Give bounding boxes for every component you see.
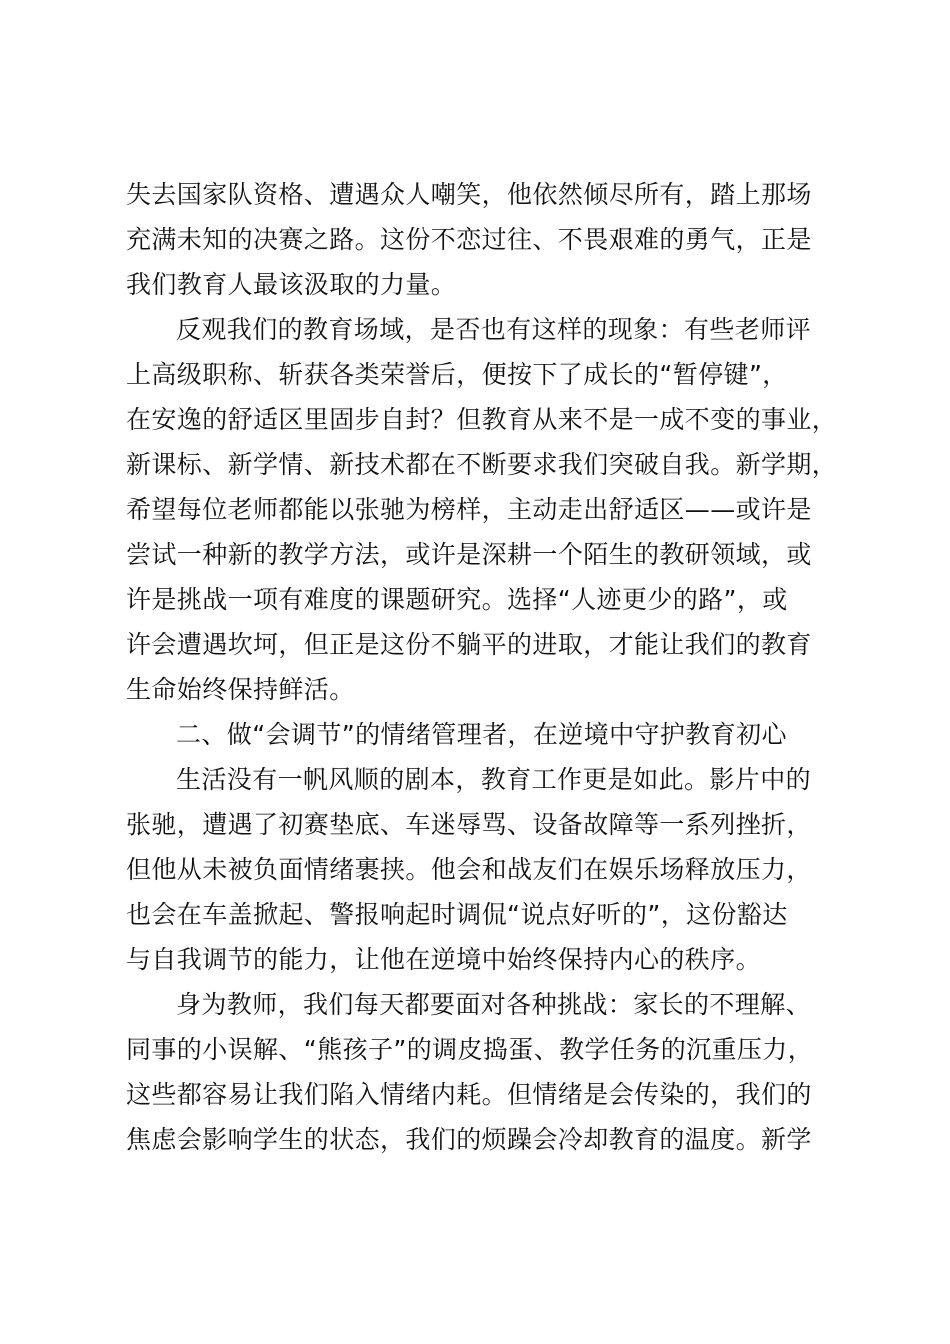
text-line: 生活没有一帆风顺的剧本，教育工作更是如此。影片中的 <box>176 765 812 794</box>
text-line: 也会在车盖掀起、警报响起时调侃“说点好听的”，这份豁达 <box>126 900 788 929</box>
paragraph <box>126 307 838 712</box>
text-line: 生命始终保持鲜活。 <box>126 675 355 704</box>
heading-line: 二、做“会调节”的情绪管理者，在逆境中守护教育初心 <box>176 720 787 749</box>
text-line: 尝试一种新的教学方法，或许是深耕一个陌生的教研领域，或 <box>126 540 812 569</box>
text-line: 在安逸的舒适区里固步自封？但教育从来不是一成不变的事业， <box>126 405 838 434</box>
section-heading <box>126 712 838 757</box>
paragraph <box>126 982 838 1162</box>
paragraph <box>126 172 838 307</box>
text-line: 许会遭遇坎坷，但正是这份不躺平的进取，才能让我们的教育 <box>126 630 812 659</box>
text-line: 失去国家队资格、遭遇众人嘲笑，他依然倾尽所有，踏上那场 <box>126 180 812 209</box>
text-line: 同事的小误解、“熊孩子”的调皮捣蛋、教学任务的沉重压力， <box>126 1035 814 1064</box>
body-text <box>126 172 838 1162</box>
text-line: 这些都容易让我们陷入情绪内耗。但情绪是会传染的，我们的 <box>126 1080 812 1109</box>
text-line: 身为教师，我们每天都要面对各种挑战：家长的不理解、 <box>176 990 812 1019</box>
text-line: 希望每位老师都能以张驰为榜样，主动走出舒适区——或许是 <box>126 495 812 524</box>
paragraph <box>126 757 838 982</box>
text-line: 我们教育人最该汲取的力量。 <box>126 270 457 299</box>
text-line: 反观我们的教育场域，是否也有这样的现象：有些老师评 <box>176 315 812 344</box>
text-line: 张驰，遭遇了初赛垫底、车迷辱骂、设备故障等一系列挫折， <box>126 810 812 839</box>
text-line: 新课标、新学情、新技术都在不断要求我们突破自我。新学期， <box>126 450 838 479</box>
text-line: 与自我调节的能力，让他在逆境中始终保持内心的秩序。 <box>126 945 762 974</box>
text-line: 上高级职称、斩获各类荣誉后，便按下了成长的“暂停键”， <box>126 360 788 389</box>
text-line: 许是挑战一项有难度的课题研究。选择“人迹更少的路”，或 <box>126 585 788 614</box>
text-line: 但他从未被负面情绪裹挟。他会和战友们在娱乐场释放压力， <box>126 855 812 884</box>
text-line: 充满未知的决赛之路。这份不恋过往、不畏艰难的勇气，正是 <box>126 225 812 254</box>
text-line: 焦虑会影响学生的状态，我们的烦躁会冷却教育的温度。新学 <box>126 1125 812 1154</box>
